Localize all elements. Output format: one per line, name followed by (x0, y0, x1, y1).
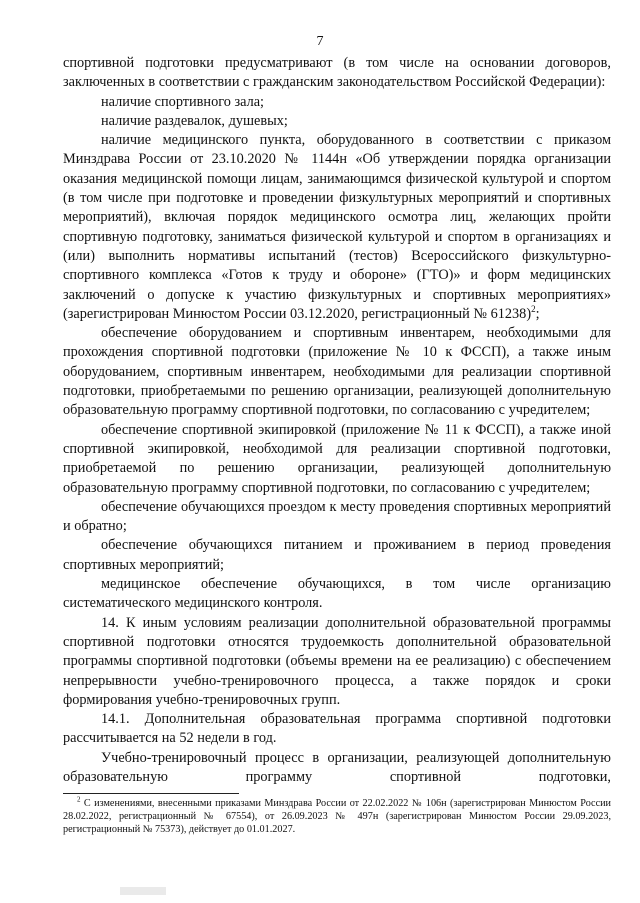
paragraph-travel: обеспечение обучающихся проездом к месту проведения спортивных мероприятий и обратно; (63, 498, 611, 535)
paragraph-sports-hall: наличие спортивного зала; (101, 93, 265, 110)
footnote-divider (63, 793, 239, 794)
paragraph-medical-support: медицинское обеспечение обучающихся, в том числе организацию систематического медицинского контроля. (63, 576, 611, 612)
medical-point-text: наличие медицинского пункта, оборудованного в соответствии с приказом Минздрава России от 23.10.2020 № 1144н «Об утверждении порядка организации оказания медицинской помощи лицам, занимающимся физической культурой и спортом (в том числе при подготовке и проведении физкультурных мероприятий и спортивных мероприятий), включая порядок медицинского осмотра лиц, желающих пройти спортивную подготовку, заниматься физической культурой и спортом в организациях и (или) выполнить нормативы испытаний (тестов) Всероссийского физкультурно-спортивного комплекса «Готов к труду и обороне» (ГТО)» и форм медицинских заключений о допуске к участию физкультурных и спортивных мероприятиях» (зарегистрирован Минюстом России 03.12.2020, регистрационный № 61238) (63, 132, 611, 322)
paragraph-section-14: 14. К иным условиям реализации дополнительной образовательной программы спортивной подготовки относятся трудоемкость дополнительной образовательной программы спортивной подготовки (объемы времени на ее реализацию) с обеспечением непрерывности учебно-тренировочного процесса, а также порядок и сроки формирования учебно-тренировочных групп. (63, 614, 611, 708)
paragraph-intro: спортивной подготовки предусматривают (в том числе на основании договоров, заключенных в соответствии с гражданским законодательством Российской Федерации): (63, 55, 611, 91)
paragraph-sports-gear: обеспечение спортивной экипировкой (приложение № 11 к ФССП), а также иной спортивной экипировкой, необходимой для реализации спортивной подготовки, приобретаемой по решению организации, реализующей дополнительную образовательную программу спортивной подготовки, по согласованию с учредителем; (63, 421, 611, 496)
footnote-reference: 2 (531, 304, 536, 315)
footnote (63, 797, 611, 836)
paragraph-equipment: обеспечение оборудованием и спортивным инвентарем, необходимыми для прохождения спортивной подготовки (приложение № 10 к ФССП), а также иным оборудованием, спортивным инвентарем, необходимыми для реализации спортивной подготовки, приобретаемыми по решению организации, реализующей дополнительную образовательную программу спортивной подготовки, по согласованию с учредителем; (63, 325, 611, 419)
paragraph-changing-rooms: наличие раздевалок, душевых; (101, 112, 288, 129)
page-number: 7 (316, 34, 324, 49)
footnote-marker: 2 (77, 795, 81, 804)
paragraph-training-process: Учебно-тренировочный процесс в организации, реализующей дополнительную образовательную программу спортивной подготовки, (63, 749, 611, 785)
footnote-reference-tail: ; (535, 305, 540, 322)
paragraph-medical-point (63, 131, 611, 324)
footnote-text: С изменениями, внесенными приказами Минздрава России от 22.02.2022 № 106н (зарегистрирован Минюстом России 28.02.2022, регистрационный № 67554), от 26.09.2023 № 497н (зарегистрирован Минюстом России 29.09.2023, регистрационный № 75373), действует до 01.01.2027. (63, 798, 611, 835)
paragraph-section-14-1: 14.1. Дополнительная образовательная программа спортивной подготовки рассчитывается на 52 недели в год. (63, 711, 611, 747)
body-text (63, 54, 611, 787)
scan-artifact (120, 887, 166, 895)
paragraph-meals-accommodation: обеспечение обучающихся питанием и проживанием в период проведения спортивных мероприятий; (63, 537, 611, 573)
